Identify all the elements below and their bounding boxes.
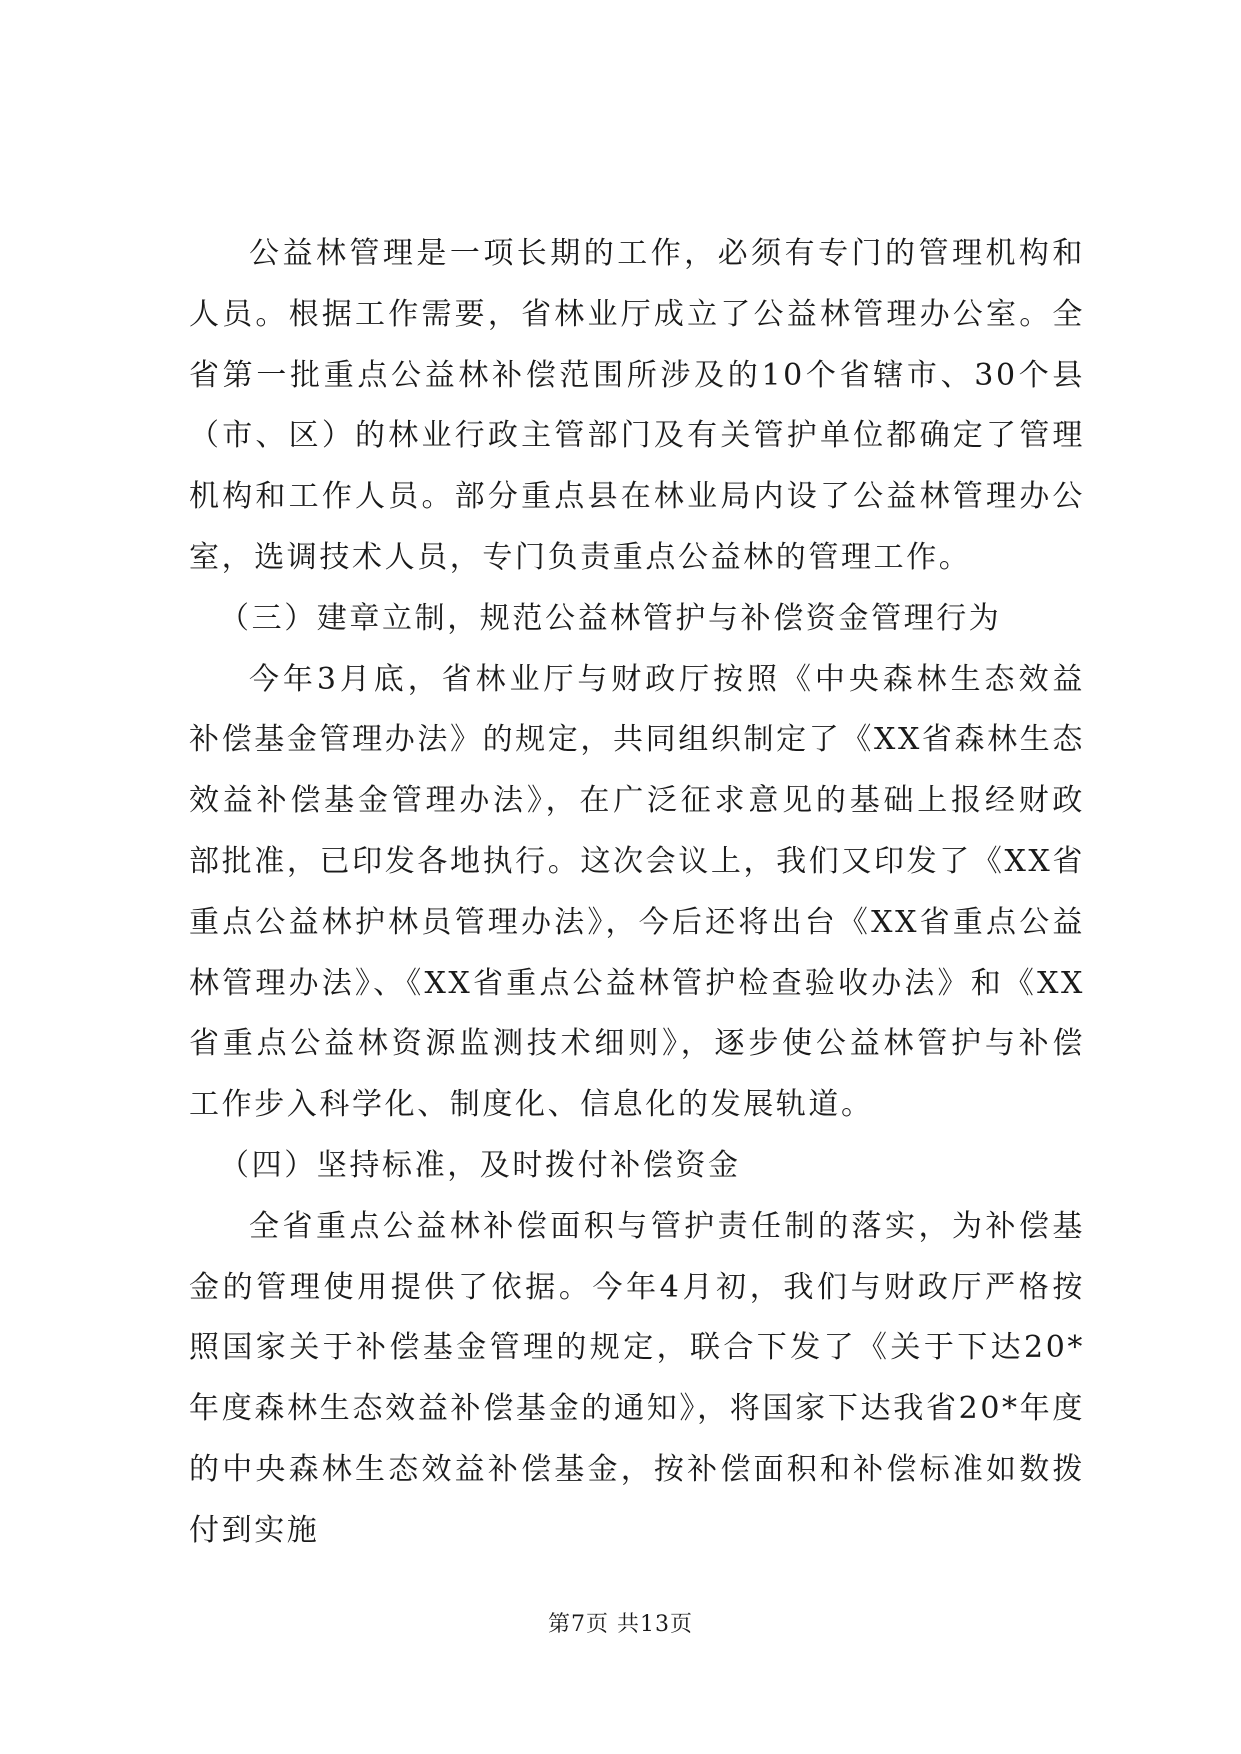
section-heading-4: （四）坚持标准，及时拨付补偿资金 (219, 1147, 741, 1183)
paragraph-regulations: 今年3月底，省林业厅与财政厅按照《中央森林生态效益补偿基金管理办法》的规定，共同组织制定了《XX省森林生态效益补偿基金管理办法》，在广泛征求意见的基础上报经财政部批准，已印发各地执行。这次会议上，我们又印发了《XX省重点公益林护林员管理办法》，今后还将出台《XX省重点公益林管理办法》、《XX省重点公益林管护检查验收办法》和《XX省重点公益林资源监测技术细则》，逐步使公益林管护与补偿工作步入科学化、制度化、信息化的发展轨道。 (189, 661, 1085, 1123)
paragraph-management-agency: 公益林管理是一项长期的工作，必须有专门的管理机构和人员。根据工作需要，省林业厅成立了公益林管理办公室。全省第一批重点公益林补偿范围所涉及的10个省辖市、30个县（市、区）的林业行政主管部门及有关管护单位都确定了管理机构和工作人员。部分重点县在林业局内设了公益林管理办公室，选调技术人员，专门负责重点公益林的管理工作。 (189, 236, 1085, 575)
section-heading-3: （三）建章立制，规范公益林管护与补偿资金管理行为 (219, 600, 1002, 636)
document-body (189, 224, 1085, 1562)
paragraph-funding: 全省重点公益林补偿面积与管护责任制的落实，为补偿基金的管理使用提供了依据。今年4月初，我们与财政厅严格按照国家关于补偿基金管理的规定，联合下发了《关于下达20*年度森林生态效益补偿基金的通知》，将国家下达我省20*年度的中央森林生态效益补偿基金，按补偿面积和补偿标准如数拨付到实施 (189, 1208, 1085, 1548)
page-number-footer: 第7页 共13页 (548, 1612, 693, 1637)
